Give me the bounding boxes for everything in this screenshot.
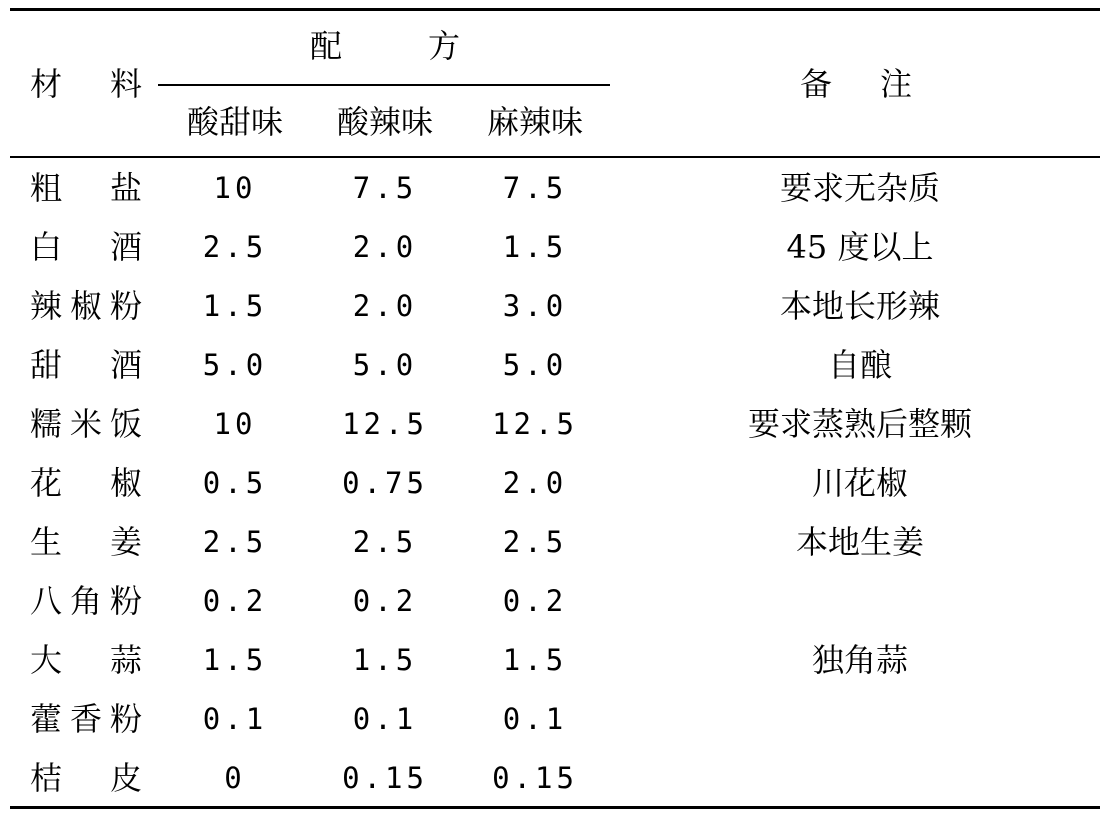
value-cell: 1.5: [502, 230, 568, 264]
material-cell: 藿香粉: [30, 700, 142, 738]
value-cell: 10: [213, 171, 257, 205]
value-cell: 0: [224, 761, 246, 795]
value-cell: 0.1: [352, 702, 418, 736]
value-cell: 5.0: [352, 348, 418, 382]
value-cell: 1.5: [202, 289, 268, 323]
note-cell: 本地生姜: [795, 523, 924, 561]
value-cell: 0.2: [352, 584, 418, 618]
value-cell: 7.5: [352, 171, 418, 205]
value-cell: 1.5: [502, 643, 568, 677]
material-cell: 辣椒粉: [30, 287, 142, 325]
note-cell: 自酿: [827, 346, 892, 384]
value-cell: 3.0: [502, 289, 568, 323]
value-cell: 0.2: [202, 584, 268, 618]
value-cell: 2.5: [502, 525, 568, 559]
header-formula: 配 方: [310, 27, 460, 65]
note-cell: 要求蒸熟后整颗: [747, 405, 972, 443]
value-cell: 12.5: [492, 407, 578, 441]
value-cell: 5.0: [202, 348, 268, 382]
note-cell: 要求无杂质: [779, 169, 940, 207]
material-cell: 粗 盐: [30, 169, 142, 207]
table-top-rule: [10, 8, 1100, 11]
material-cell: 生 姜: [30, 523, 142, 561]
value-cell: 5.0: [502, 348, 568, 382]
table-bottom-rule: [10, 806, 1100, 809]
value-cell: 2.0: [502, 466, 568, 500]
formula-span-rule: [158, 84, 610, 86]
material-cell: 桔 皮: [30, 759, 142, 797]
header-flavor-hot-sour: 酸辣味: [336, 103, 433, 141]
value-cell: 7.5: [502, 171, 568, 205]
value-cell: 0.75: [342, 466, 428, 500]
value-cell: 2.5: [202, 230, 268, 264]
value-cell: 2.0: [352, 289, 418, 323]
material-cell: 花 椒: [30, 464, 142, 502]
value-cell: 2.0: [352, 230, 418, 264]
note-cell: 独角蒜: [811, 641, 908, 679]
note-cell: 本地长形辣: [779, 287, 940, 325]
material-cell: 白 酒: [30, 228, 142, 266]
header-notes: 备 注: [800, 65, 912, 103]
material-cell: 大 蒜: [30, 641, 142, 679]
material-cell: 八角粉: [30, 582, 142, 620]
value-cell: 0.15: [342, 761, 428, 795]
value-cell: 2.5: [352, 525, 418, 559]
header-material: 材 料: [30, 65, 142, 103]
material-cell: 糯米饭: [30, 405, 142, 443]
header-flavor-numbing-hot: 麻辣味: [486, 103, 583, 141]
value-cell: 0.5: [202, 466, 268, 500]
value-cell: 0.1: [502, 702, 568, 736]
note-cell: 川花椒: [811, 464, 908, 502]
header-flavor-sweet-sour: 酸甜味: [186, 103, 283, 141]
material-cell: 甜 酒: [30, 346, 142, 384]
value-cell: 1.5: [352, 643, 418, 677]
value-cell: 12.5: [342, 407, 428, 441]
value-cell: 0.1: [202, 702, 268, 736]
value-cell: 10: [213, 407, 257, 441]
value-cell: 0.15: [492, 761, 578, 795]
header-bottom-rule: [10, 156, 1100, 158]
note-cell: 45 度以上: [786, 228, 934, 266]
value-cell: 1.5: [202, 643, 268, 677]
value-cell: 2.5: [202, 525, 268, 559]
value-cell: 0.2: [502, 584, 568, 618]
